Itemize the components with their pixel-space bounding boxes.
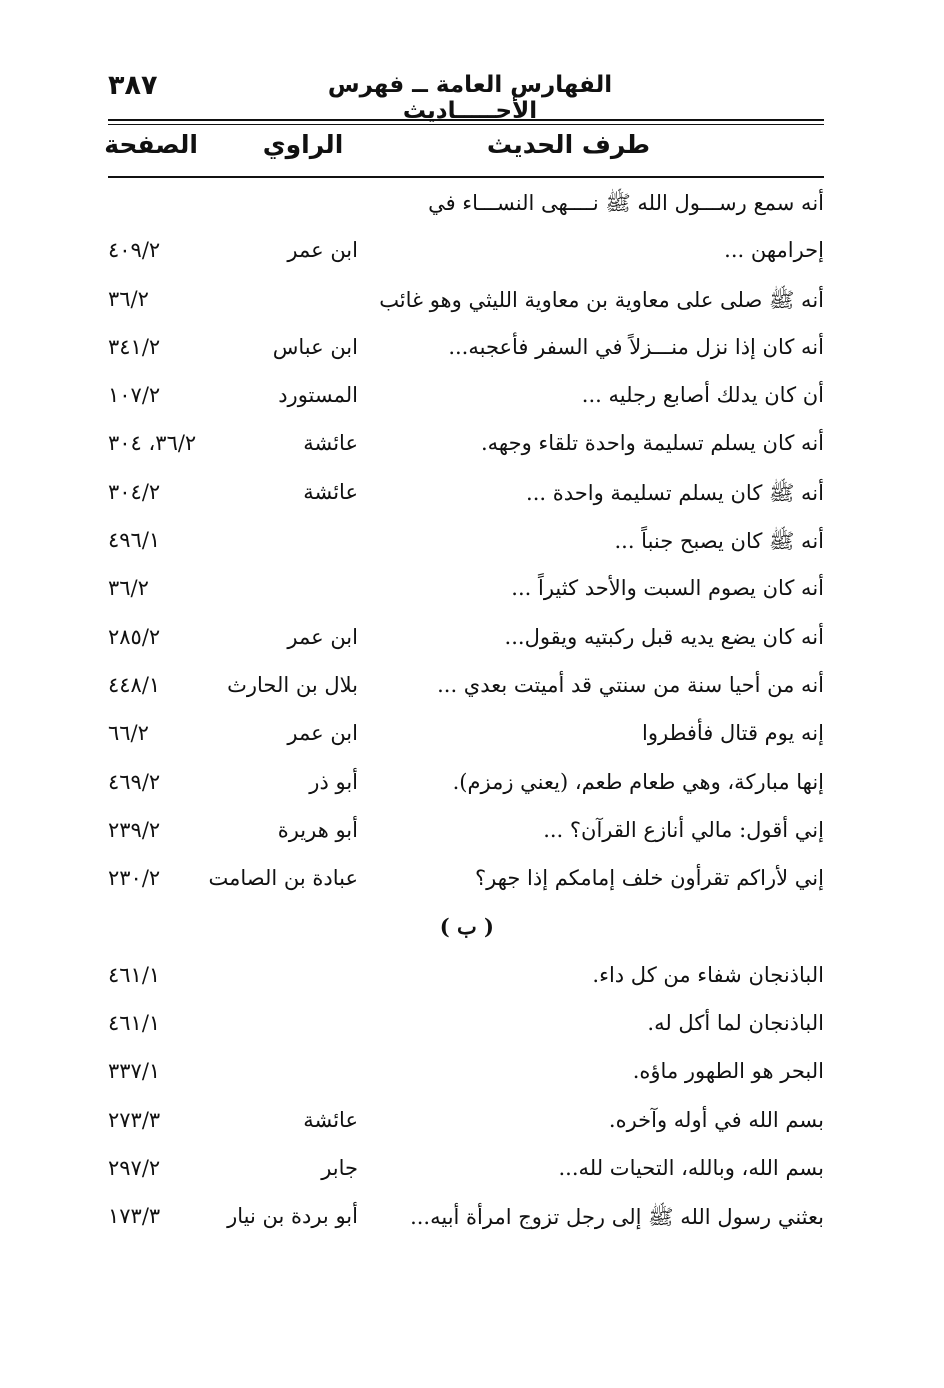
hadith-text: أنه ﷺ كان يصبح جنباً ...: [614, 529, 824, 554]
page-reference: ٣٦/٢، ٣٠٤: [108, 431, 197, 456]
hadith-text: إنه يوم قتال فأفطروا: [642, 721, 824, 746]
page-reference: ٦٦/٢: [108, 721, 149, 746]
page-reference: ٣٤١/٢: [108, 334, 161, 359]
narrator: عائشة: [303, 1107, 358, 1132]
hadith-text: أنه من أحيا سنة من سنتي قد أميتت بعدي ...: [437, 672, 824, 697]
hadith-text: بعثني رسول الله ﷺ إلى رجل تزوج امرأة أبيه...: [410, 1205, 824, 1230]
narrator: عائشة: [303, 431, 358, 456]
page-reference: ٣٣٧/١: [108, 1059, 161, 1084]
narrator: ابن عمر: [287, 721, 358, 746]
header-rule-thin: [108, 124, 824, 125]
table-row: [108, 425, 824, 473]
hadith-text: إني أقول: مالي أنازع القرآن؟ ...: [543, 817, 824, 842]
narrator: أبو هريرة: [277, 817, 358, 842]
column-header-rawi: الراوي: [262, 130, 344, 159]
running-title: الفهارس العامة ــ فهرس الأحـــــاديث: [327, 72, 613, 124]
hadith-text: أنه ﷺ كان يسلم تسليمة واحدة ...: [526, 480, 824, 505]
table-row: [108, 812, 824, 860]
hadith-text: الباذنجان شفاء من كل داء.: [592, 962, 824, 987]
table-row: [108, 377, 824, 425]
page-reference: ٢٣٠/٢: [108, 866, 161, 891]
page-reference: ١٧٣/٣: [108, 1204, 161, 1229]
page-reference: ٢٩٧/٢: [108, 1155, 161, 1180]
table-row: [108, 715, 824, 763]
page-reference: ٤٦٩/٢: [108, 769, 161, 794]
table-row: [108, 1005, 824, 1053]
narrator: ابن عمر: [287, 238, 358, 263]
table-row: [108, 860, 824, 908]
header-rule: [108, 119, 824, 121]
page-reference: ٣٦/٢: [108, 286, 149, 311]
page-reference: ٢٣٩/٢: [108, 817, 161, 842]
hadith-text: أنه ﷺ صلى على معاوية بن معاوية الليثي وهو غائب: [379, 287, 824, 312]
hadith-text: بسم الله في أوله وآخره.: [608, 1107, 824, 1132]
table-row: [108, 329, 824, 377]
column-header-page: الصفحة: [104, 130, 198, 159]
table-row: [108, 619, 824, 667]
page-number: ٣٨٧: [108, 70, 158, 101]
hadith-text: أنه كان يضع يديه قبل ركبتيه ويقول...: [504, 624, 824, 649]
section-letter: ( ب ): [439, 914, 494, 940]
page-reference: ٢٨٥/٢: [108, 624, 161, 649]
page-reference: ٤٩٦/١: [108, 528, 161, 553]
narrator: بلال بن الحارث: [227, 672, 358, 697]
page-reference: ٤٠٩/٢: [108, 238, 161, 263]
table-row: [108, 764, 824, 812]
hadith-text: أنه كان إذا نزل منـــزلاً في السفر فأعجبه...: [448, 334, 824, 359]
page-reference: ١٠٧/٢: [108, 383, 161, 408]
section-heading-row: [108, 908, 824, 956]
column-header-hadith: طرف الحديث: [486, 130, 650, 159]
narrator: عبادة بن الصامت: [208, 866, 358, 891]
hadith-index-table: [108, 184, 824, 1247]
table-row: [108, 522, 824, 570]
table-row: [108, 1198, 824, 1246]
table-row: [108, 1102, 824, 1150]
narrator: ابن عباس: [272, 334, 358, 359]
page-reference: ٣٦/٢: [108, 576, 149, 601]
column-header-rule: [108, 176, 824, 178]
hadith-text: إنها مباركة، وهي طعام طعم، (يعني زمزم).: [452, 769, 824, 794]
table-row: [108, 1150, 824, 1198]
table-row: [108, 667, 824, 715]
narrator: جابر: [321, 1155, 358, 1180]
table-row: [108, 184, 824, 232]
table-row: [108, 957, 824, 1005]
narrator: المستورد: [278, 383, 358, 408]
hadith-text: البحر هو الطهور ماؤه.: [632, 1059, 824, 1084]
table-row: [108, 1053, 824, 1101]
page-reference: ٤٦١/١: [108, 962, 161, 987]
page-reference: ٢٧٣/٣: [108, 1107, 161, 1132]
table-row: [108, 232, 824, 280]
table-row: [108, 474, 824, 522]
narrator: ابن عمر: [287, 624, 358, 649]
hadith-text: أنه سمع رســـول الله ﷺ نــــهى النســـاء في: [428, 191, 824, 215]
hadith-text: إني لأراكم تقرأون خلف إمامكم إذا جهر؟: [474, 866, 824, 891]
table-row: [108, 570, 824, 618]
page-reference: ٤٤٨/١: [108, 672, 161, 697]
hadith-text: الباذنجان لما أكل له.: [647, 1011, 824, 1036]
hadith-text: أنه كان يسلم تسليمة واحدة تلقاء وجهه.: [481, 431, 824, 456]
page-reference: ٣٠٤/٢: [108, 479, 161, 504]
hadith-text: إحرامهن ...: [724, 238, 824, 263]
hadith-text: أنه كان يصوم السبت والأحد كثيراً ...: [511, 576, 824, 601]
narrator: أبو بردة بن نيار: [227, 1204, 358, 1229]
hadith-text: أن كان يدلك أصابع رجليه ...: [581, 383, 824, 408]
hadith-text: بسم الله، وبالله، التحيات لله...: [558, 1155, 824, 1180]
narrator: أبو ذر: [309, 769, 358, 794]
narrator: عائشة: [303, 479, 358, 504]
table-row: [108, 281, 824, 329]
page-reference: ٤٦١/١: [108, 1011, 161, 1036]
